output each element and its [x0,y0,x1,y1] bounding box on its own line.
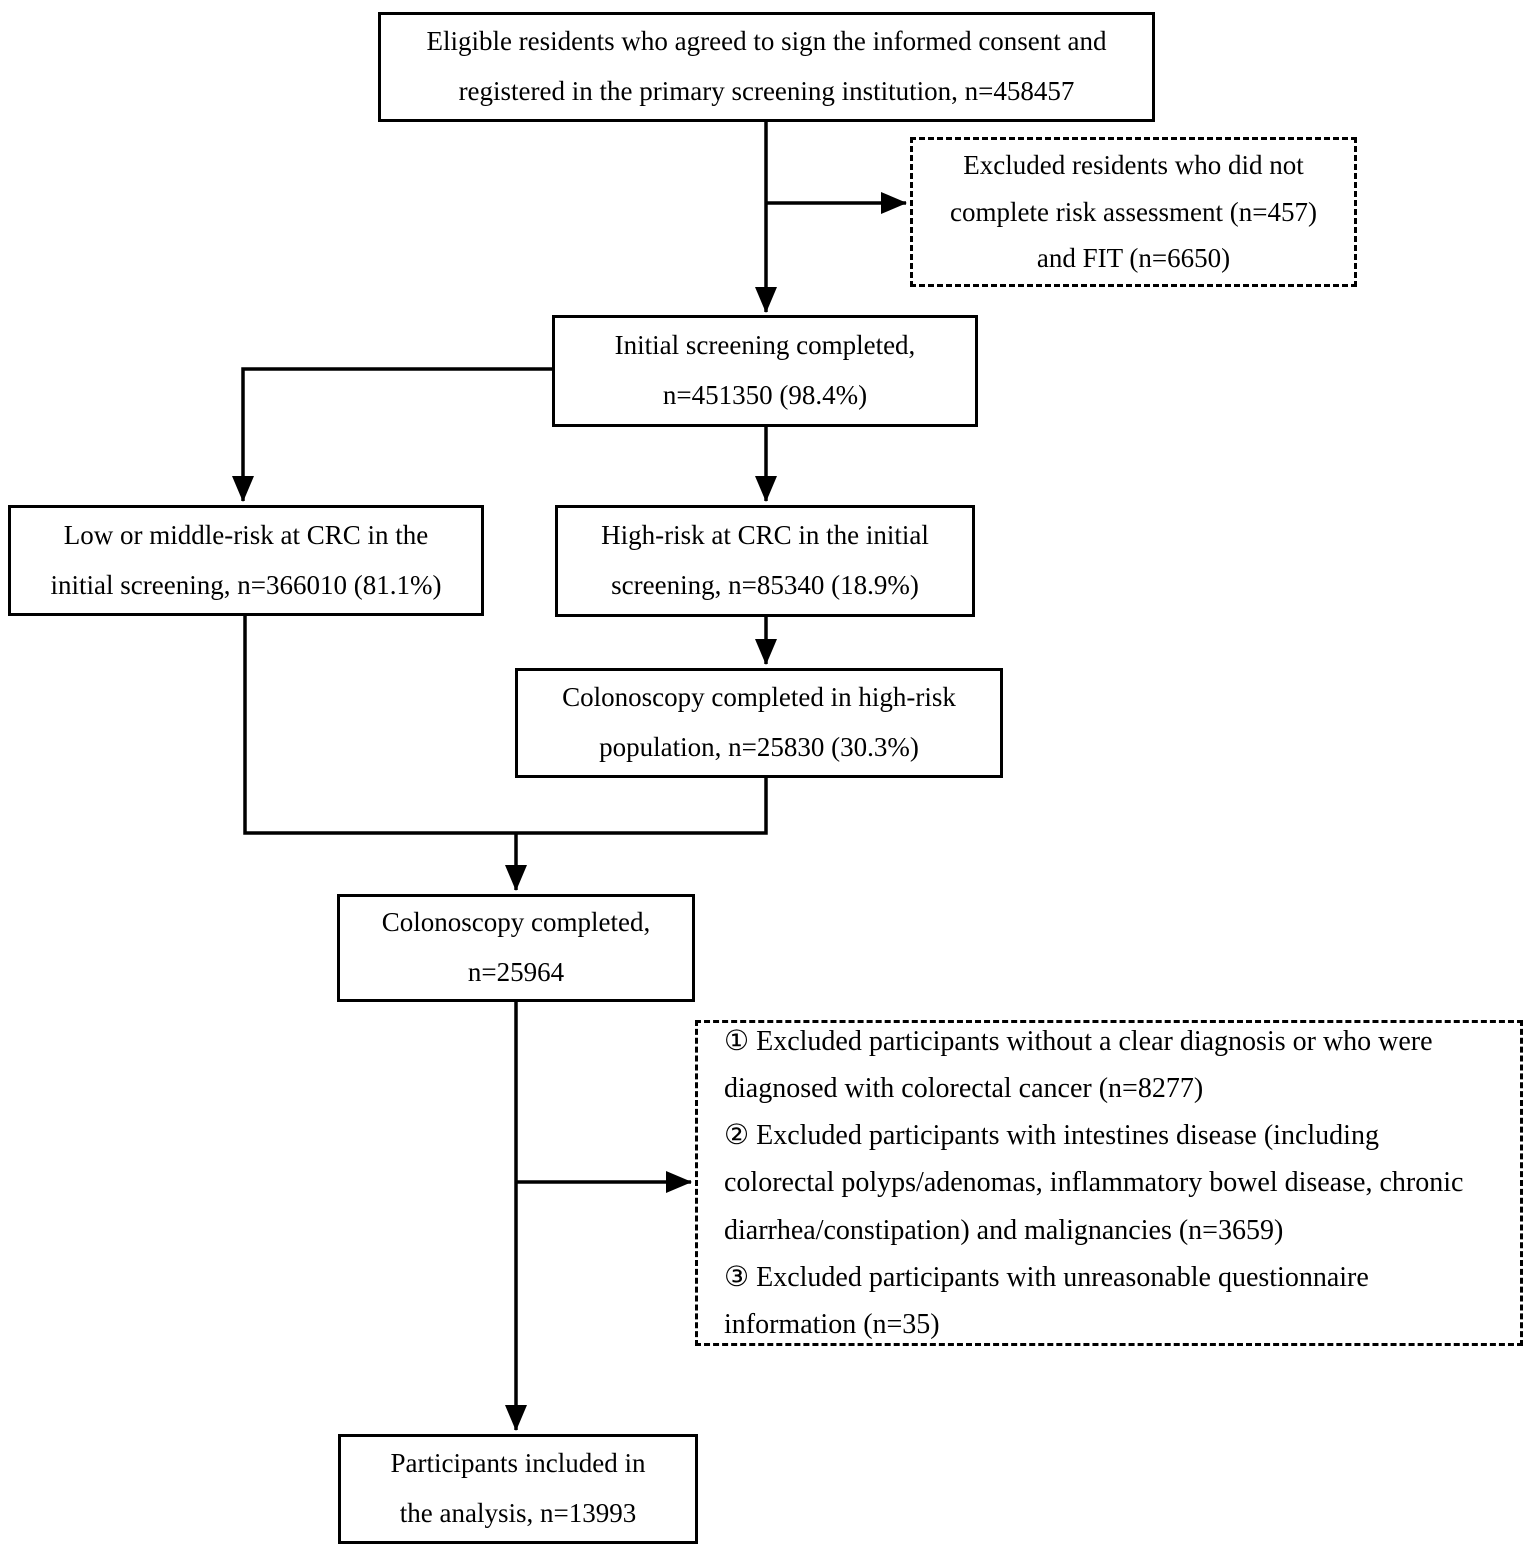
node-text-line: population, n=25830 (30.3%) [599,732,919,762]
node-excluded-after-colonoscopy [695,1020,1523,1346]
node-participants-included [338,1434,698,1544]
arrow-initial-to-low-middle [243,369,552,501]
node-text-line: initial screening, n=366010 (81.1%) [50,569,442,600]
node-text-line: n=451350 (98.4%) [662,380,868,410]
node-text-line: Excluded residents who did not [963,150,1304,181]
node-text-line: Low or middle-risk at CRC in the [63,519,429,550]
exclusion-item-3: ③ Excluded participants with unreasonable questionnaire information (n=35) [724,1261,1369,1340]
node-text-line: screening, n=85340 (18.9%) [611,570,919,600]
node-text-line: Participants included in [390,1448,646,1479]
node-text-line: Eligible residents who agreed to sign the informed consent and [426,26,1107,57]
node-text-line: Initial screening completed, [614,330,916,361]
node-text-line: Colonoscopy completed in high-risk [562,682,956,713]
node-text-line: complete risk assessment (n=457) [950,196,1317,227]
node-text-line: Colonoscopy completed, [381,907,651,938]
exclusion-item-1: ① Excluded participants without a clear diagnosis or who were diagnosed with colorectal cancer (n=8277) [724,1026,1433,1105]
node-text-line: n=25964 [467,957,565,987]
node-initial-screening-completed [552,315,978,427]
node-low-middle-risk [8,505,484,616]
node-text-line: registered in the primary screening institution, n=458457 [458,76,1075,106]
node-text-line: the analysis, n=13993 [399,1498,637,1528]
node-colonoscopy-completed [337,894,695,1002]
node-colonoscopy-high-risk [515,668,1003,778]
node-high-risk [555,505,975,617]
node-text-line: and FIT (n=6650) [1036,243,1231,274]
node-eligible-residents [378,12,1155,122]
exclusion-item-2: ② Excluded participants with intestines disease (including colorectal polyps/adenomas, inflammatory bowel disease, chronic diarrhea/constipation) and malignancies (n=3659) [724,1120,1464,1246]
node-text-line: High-risk at CRC in the initial [601,520,929,551]
node-excluded-initial-screening [910,137,1357,287]
